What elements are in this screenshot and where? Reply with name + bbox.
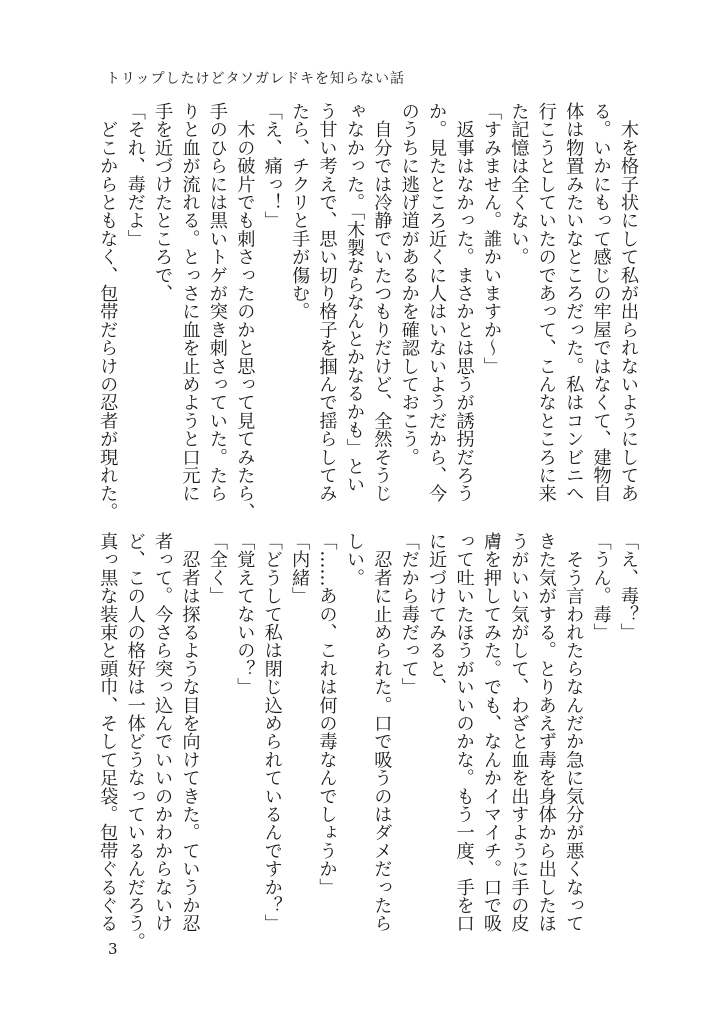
- text-column: どこからともなく、包帯だらけの忍者が現れた。: [97, 102, 119, 521]
- text-column: 「すみません。誰かいますか〜」: [480, 102, 502, 375]
- text-column: たら、チクリと手が傷む。: [289, 102, 311, 321]
- text-column: 膚を押してみた。でも、なんかイマイチ。口で吸: [480, 532, 502, 933]
- text-column: 手のひらには黒いトゲが突き刺さっていた。たら: [206, 102, 228, 503]
- text-column: る。いかにもって感じの牢屋ではなくて、建物自: [590, 102, 612, 503]
- text-column: に近づけてみると、: [426, 532, 448, 696]
- text-column: きた気がする。とりあえず毒を身体から出したほ: [535, 532, 557, 933]
- text-column: 返事はなかった。まさかとは思うが誘拐だろう: [453, 102, 475, 503]
- text-column: 「……あの、これは何の毒なんでしょうか」: [316, 532, 338, 896]
- text-column: う甘い考えで、思い切り格子を掴んで揺らしてみ: [316, 102, 338, 503]
- text-column: うがいい気がして、わざと血を出すように手の皮: [508, 532, 530, 933]
- running-head-title: トリップしたけどタソガレドキを知らない話: [106, 71, 406, 87]
- text-column: 「だから毒だって」: [398, 532, 420, 696]
- text-column: そう言われたらなんだか急に気分が悪くなって: [563, 532, 585, 933]
- text-column: 体は物置みたいなところだった。私はコンビニへ: [563, 102, 585, 503]
- text-column: 「え、痛っ！」: [261, 102, 283, 230]
- text-column: しい。: [343, 532, 365, 587]
- text-column: 「覚えてないの？」: [234, 532, 256, 696]
- text-column: 真っ黒な装束と頭巾、そして足袋。包帯ぐるぐる: [97, 532, 119, 933]
- text-column: 行こうとしていたのであって、こんなところに来: [535, 102, 557, 503]
- page-number: 3: [108, 940, 118, 958]
- text-column: 忍者は探るような目を向けてきた。ていうか忍: [179, 532, 201, 933]
- text-column: りと血が流れる。とっさに血を止めようと口元に: [179, 102, 201, 503]
- text-column: 「内緒」: [289, 532, 311, 605]
- text-column: 木の破片でも刺さったのかと思って見てみたら、: [234, 102, 256, 521]
- text-block-lower: [92, 532, 642, 951]
- text-column: 「それ、毒だよ」: [124, 102, 146, 248]
- text-column: 木を格子状にして私が出られないようにしてあ: [618, 102, 639, 503]
- text-column: 手を近づけたところで、: [152, 102, 174, 303]
- text-column: 「全く」: [206, 532, 228, 605]
- text-column: 自分では冷静でいたつもりだけど、全然そうじ: [371, 102, 393, 503]
- text-column: って吐いたほうがいいのかな。もう一度、手を口: [453, 532, 475, 933]
- text-column: ゃなかった。「木製ならなんとかなるかも」とい: [343, 102, 365, 494]
- text-column: 者って。今さら突っ込んでいいのかわからないけ: [152, 532, 174, 933]
- text-column: た記憶は全くない。: [508, 102, 530, 266]
- text-block-upper: [92, 102, 642, 521]
- text-column: か。見たところ近くに人はいないようだから、今: [426, 102, 448, 503]
- text-column: 忍者に止められた。口で吸うのはダメだったら: [371, 532, 393, 933]
- text-column: 「え、毒？」: [618, 532, 639, 642]
- text-column: 「うん。毒」: [590, 532, 612, 642]
- text-column: ど、この人の格好は一体どうなっているんだろう。: [124, 532, 146, 951]
- text-column: 「どうして私は閉じ込められているんですか？」: [261, 532, 283, 933]
- text-column: のうちに逃げ道があるかを確認しておこう。: [398, 102, 420, 466]
